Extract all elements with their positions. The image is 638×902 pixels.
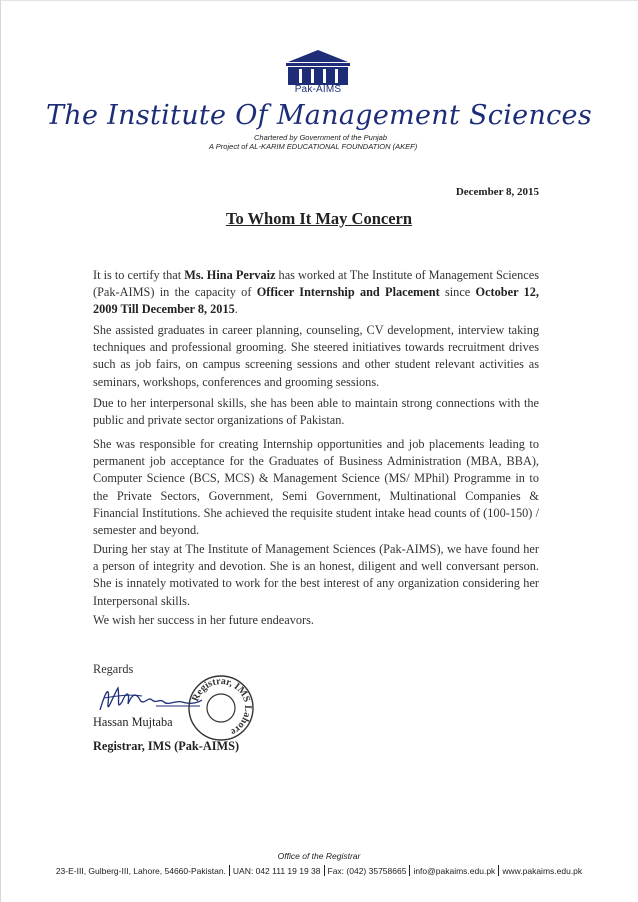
page-top-edge [0, 0, 638, 1]
footer-divider [498, 865, 499, 876]
paragraph-certification [93, 267, 539, 319]
paragraph-character: During her stay at The Institute of Management Sciences (Pak-AIMS), we have found her a person of integrity and devotion. She is an honest, diligent and well conversant person. She is innately motivated to work for the best interest of any organization considering her Interpersonal skills. [93, 542, 539, 608]
closing-regards: Regards [93, 662, 134, 676]
page-left-edge [0, 0, 1, 902]
paragraph-skills: Due to her interpersonal skills, she has been able to maintain strong connections with the public and private sector organizations of Pakistan. [93, 396, 539, 428]
signer-role: Registrar, IMS (Pak-AIMS) [93, 739, 240, 753]
footer-office: Office of the Registrar [277, 851, 361, 861]
paragraph-wishes: We wish her success in her future endeavors. [93, 613, 314, 627]
footer-address: 23-E-III, Gulberg-III, Lahore, 54660-Pakistan. [55, 866, 226, 876]
footer-divider [409, 865, 410, 876]
project-line: A Project of AL-KARIM EDUCATIONAL FOUNDATION (AKEF) [209, 142, 418, 151]
footer-fax: Fax: (042) 35758665 [327, 866, 407, 876]
footer-website: www.pakaims.edu.pk [502, 866, 583, 876]
footer-divider [324, 865, 325, 876]
letter-date: December 8, 2015 [455, 186, 539, 198]
footer-divider [229, 865, 230, 876]
employee-position: Officer Internship and Placement [256, 285, 440, 300]
institute-title: The Institute Of Management Sciences [46, 100, 592, 131]
registrar-stamp-icon [187, 674, 255, 742]
paragraph-duties: She assisted graduates in career planning, counseling, CV development, interview taking techniques and professional grooming. She steered initiatives towards recruitment drives such as job fairs, on campus screening sessions and other student relevant activities as seminars, workshops, conferences and grooming sessions. [93, 323, 539, 389]
text-segment: since [439, 285, 476, 300]
footer-email: info@pakaims.edu.pk [413, 866, 496, 876]
stamp-text: Registrar, IMS Lahore [190, 675, 254, 738]
employment-period: October 12, 2009 Till December 8, 2015 [93, 285, 539, 317]
footer-contact [0, 865, 638, 876]
footer-uan: UAN: 042 111 19 19 38 [232, 866, 321, 876]
paragraph-responsibilities: She was responsible for creating Internship opportunities and job placements leading to permanent job acceptance for the Graduates of Business Administration (MBA, BBA), Computer Science (BCS, MCS) & Management Science (MS/ MPhil) Programme in to the Private Sectors, Government, Semi Government, Multinational Companies & Financial Institutions. She achieved the requisite student intake head counts of (100-150) / semester and beyond. [93, 437, 539, 538]
logo-text: Pak-AIMS [294, 84, 342, 95]
text-segment: . [234, 302, 238, 317]
letter-subject: To Whom It May Concern [225, 209, 413, 228]
text-segment: It is to certify that [93, 268, 185, 282]
text-segment: has worked at The Institute of Management Sciences (Pak-AIMS) in the capacity of [93, 268, 539, 300]
charter-line: Chartered by Government of the Punjab [254, 133, 387, 142]
employee-name: Ms. Hina Pervaiz [184, 268, 276, 282]
signer-name: Hassan Mujtaba [93, 715, 173, 729]
